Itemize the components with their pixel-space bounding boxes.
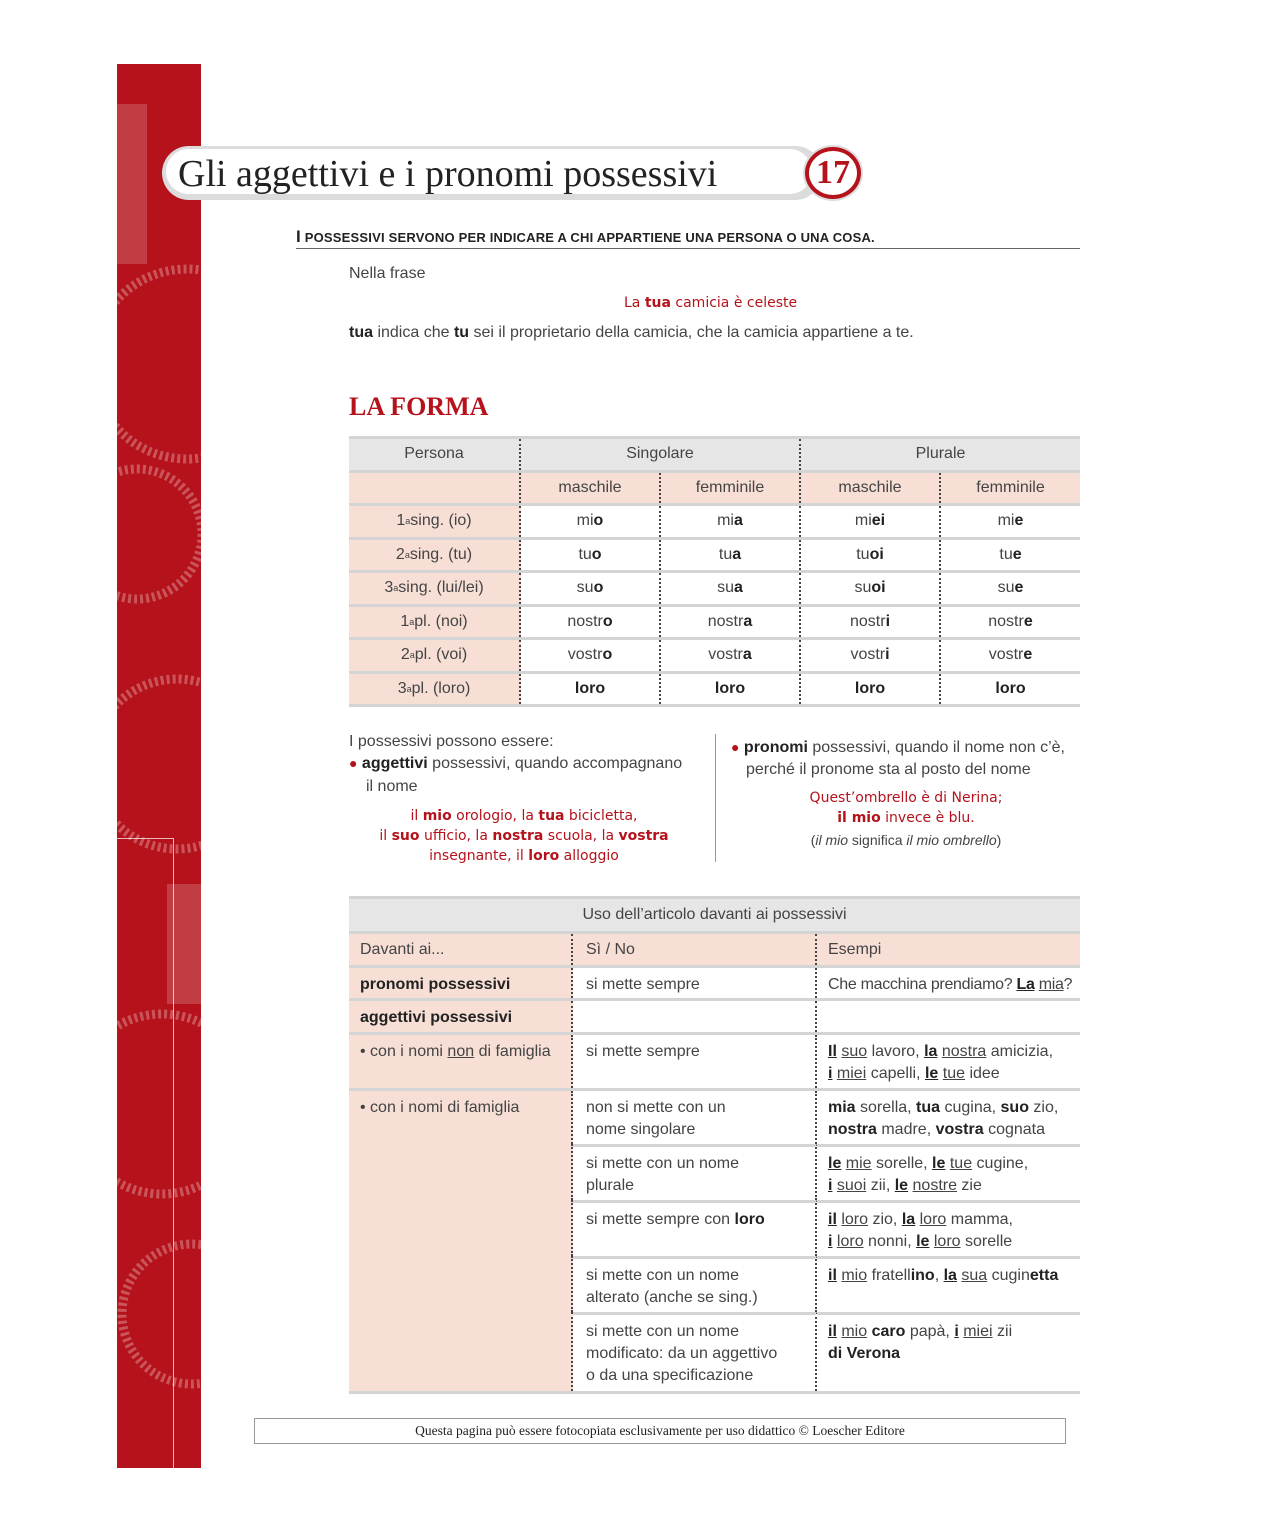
uso-row: • con i nomi di famiglia non si mette con un nome singolare mia sorella, tua cugina, suo zio, nostra madre, vostra cognata (349, 1088, 1080, 1144)
example-cell: il loro zio, la loro mamma, i loro nonni, le loro sorelle (817, 1200, 1080, 1256)
column-divider (715, 734, 716, 862)
uso-row: si mette con un nome modificato: da un aggettivo o da una specificazione il mio caro papà, i miei zii di Verona (349, 1312, 1080, 1391)
uso-title: Uso dell’articolo davanti ai possessivi (582, 906, 847, 923)
form-cell: vostr e (988, 646, 1033, 664)
example-line: il mio orologio, la tua bicicletta, (410, 808, 638, 824)
intro-lead: Nella frase (349, 265, 426, 282)
forma-row (349, 503, 1080, 537)
decorative-side-band (117, 64, 201, 1468)
forma-row (349, 570, 1080, 604)
form-cell: loro (661, 674, 801, 705)
form-cell: su e (997, 579, 1024, 597)
uso-title-row (349, 896, 1080, 931)
forma-table (349, 436, 1080, 707)
subheader-cell: femminile (661, 473, 801, 504)
forma-row (349, 671, 1080, 705)
footer-copyright: Questa pagina può essere fotocopiata esclusivamente per uso didattico © Loescher Editore (254, 1418, 1066, 1444)
example-cell: il mio fratellino, la sua cuginetta (817, 1256, 1080, 1312)
uso-row: si mette sempre con loro il loro zio, la loro mamma, i loro nonni, le loro sorelle (349, 1200, 1080, 1256)
uso-row: si mette con un nome alterato (anche se sing.) il mio fratellino, la sua cuginetta (349, 1256, 1080, 1312)
uso-header-cell: Sì / No (573, 934, 817, 965)
form-cell: vostr a (661, 640, 801, 671)
persona-cell: 3 a pl. (loro) (349, 674, 521, 705)
decorative-frame-line (117, 838, 174, 1468)
notes-lead: I possessivi possono essere: (349, 733, 554, 750)
section-title: LA FORMA (349, 392, 489, 421)
notes-pronomi: ● pronomi possessivi, quando il nome non c’è, (731, 739, 1065, 756)
page-title: Gli aggettivi e i pronomi possessivi (178, 153, 718, 195)
forma-header-row (349, 436, 1080, 470)
notes-pronomi-cont: perché il pronome sta al posto del nome (746, 761, 1031, 778)
form-cell: tu e (999, 545, 1022, 563)
uso-row: si mette con un nome plurale le mie sorelle, le tue cugine, i suoi zii, le nostre zie (349, 1144, 1080, 1200)
example-line: il suo ufficio, la nostra scuola, la vostra (379, 828, 669, 844)
form-cell: su a (661, 573, 801, 604)
notes-aggettivi: ● aggettivi possessivi, quando accompagnano (349, 755, 683, 772)
uso-row: aggettivi possessivi (349, 998, 1080, 1032)
example-line: insegnante, il loro alloggio (429, 848, 619, 864)
persona-cell: 2 a pl. (voi) (349, 640, 521, 671)
notes-pronomi-note: (il mio significa il mio ombrello) (810, 832, 1002, 848)
form-cell: su oi (801, 573, 941, 604)
uso-header-row (349, 931, 1080, 965)
form-cell: tu o (521, 540, 661, 571)
notes-aggettivi-examples (349, 806, 699, 866)
persona-cell: 1 a pl. (noi) (349, 607, 521, 638)
uso-row: pronomi possessivi si mette sempre Che macchina prendiamo? La mia? (349, 965, 1080, 998)
notes-pronomi-example-1: Quest’ombrello è di Nerina; (809, 790, 1003, 806)
notes-aggettivi-cont: il nome (366, 778, 418, 795)
subheader-cell: femminile (976, 478, 1045, 496)
form-cell: mi o (521, 506, 661, 537)
header-singolare: Singolare (521, 439, 801, 470)
form-cell: nostr a (661, 607, 801, 638)
form-cell: loro (801, 674, 941, 705)
example-cell: Il suo lavoro, la nostra amicizia, i miei capelli, le tue idee (828, 1043, 1054, 1082)
persona-cell: 1 a sing. (io) (349, 506, 521, 537)
example-cell: le mie sorelle, le tue cugine, i suoi zii, le nostre zie (817, 1144, 1080, 1200)
form-cell: vostr i (801, 640, 941, 671)
intro-heading: I POSSESSIVI SERVONO PER INDICARE A CHI APPARTIENE UNA PERSONA O UNA COSA. (296, 227, 1080, 249)
form-cell: tu a (661, 540, 801, 571)
uso-row: • con i nomi non di famiglia si mette sempre Il suo lavoro, la nostra amicizia, i miei capelli, le tue idee (349, 1032, 1080, 1088)
chapter-number: 17 (816, 154, 850, 191)
forma-row (349, 637, 1080, 671)
example-cell: mia sorella, tua cugina, suo zio, nostra madre, vostra cognata (828, 1099, 1059, 1138)
persona-cell: 2 a sing. (tu) (349, 540, 521, 571)
header-plurale: Plurale (915, 445, 966, 463)
form-cell: mi a (661, 506, 801, 537)
subheader-cell: maschile (521, 473, 661, 504)
forma-row (349, 604, 1080, 638)
form-cell: tu oi (801, 540, 941, 571)
form-cell: nostr i (801, 607, 941, 638)
uso-header-cell: Esempi (817, 934, 1080, 965)
uso-header-cell: Davanti ai... (349, 934, 573, 965)
uso-table (349, 896, 1080, 1394)
form-cell: su o (521, 573, 661, 604)
form-cell: mi ei (801, 506, 941, 537)
form-cell: mi e (997, 512, 1024, 530)
intro-example: La tua camicia è celeste (624, 295, 798, 311)
form-cell: nostr e (988, 612, 1033, 630)
example-cell: il mio caro papà, i miei zii di Verona (817, 1312, 1080, 1391)
forma-row (349, 537, 1080, 571)
intro-explanation: tua indica che tu sei il proprietario della camicia, che la camicia appartiene a te. (349, 324, 914, 341)
notes-pronomi-example-2: il mio invece è blu. (837, 810, 975, 826)
form-cell: nostr o (521, 607, 661, 638)
persona-cell: 3 a sing. (lui/lei) (349, 573, 521, 604)
forma-subheader-row (349, 470, 1080, 504)
form-cell: loro (995, 679, 1026, 697)
subheader-cell: maschile (801, 473, 941, 504)
header-persona: Persona (349, 439, 521, 470)
chapter-badge (805, 147, 861, 199)
form-cell: loro (521, 674, 661, 705)
form-cell: vostr o (521, 640, 661, 671)
